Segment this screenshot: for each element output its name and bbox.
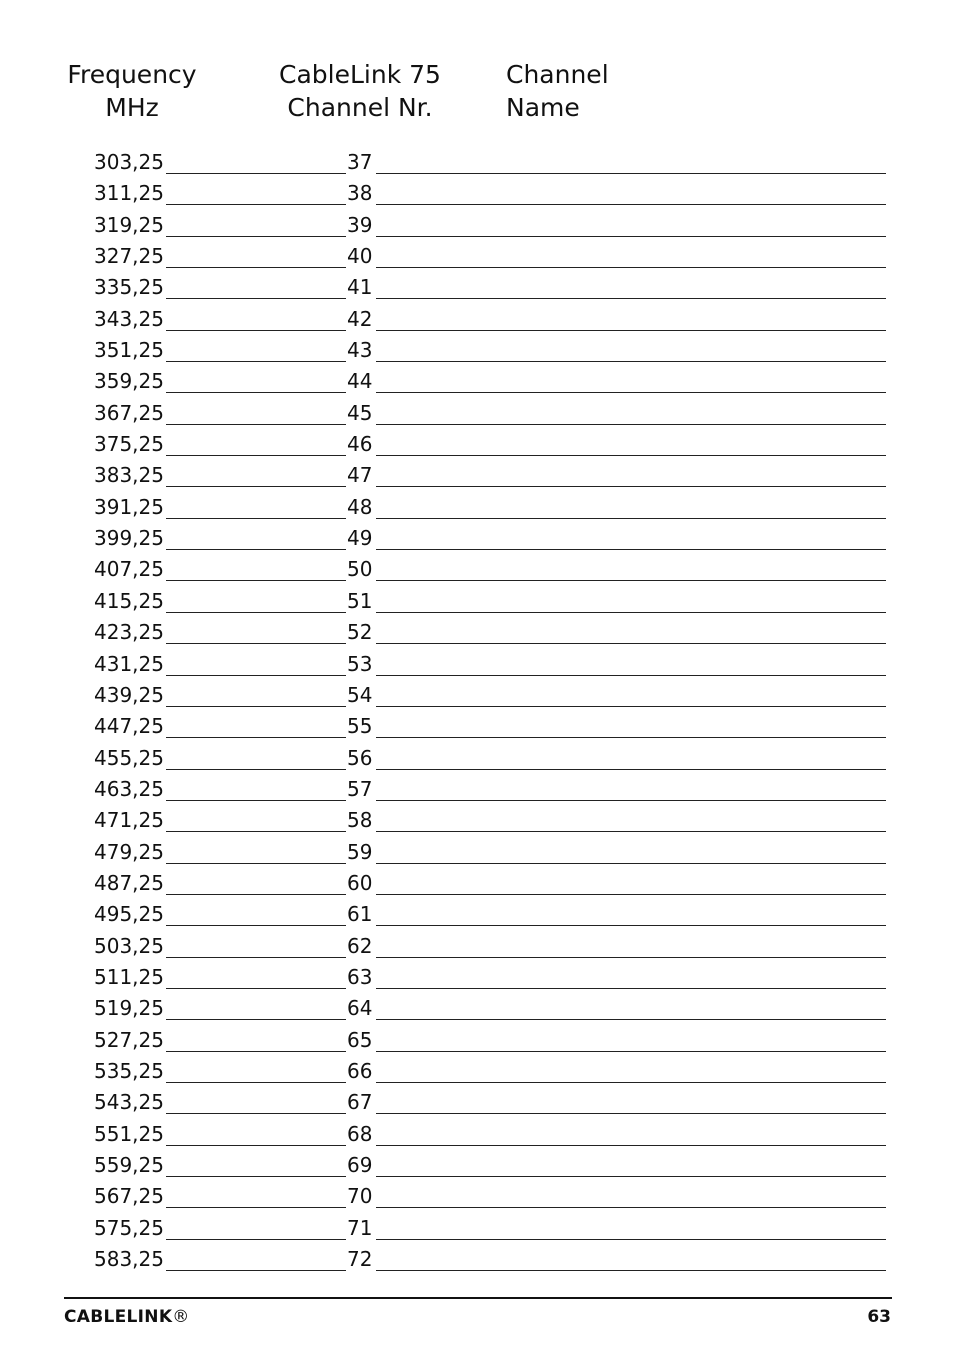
table-row: [0, 898, 954, 929]
leader-line: [166, 392, 346, 393]
leader-line: [166, 236, 346, 237]
channel-number: 57: [347, 776, 373, 801]
frequency-column-header: [64, 58, 200, 124]
channel-name-blank-line: [376, 831, 886, 832]
frequency-header-line1: Frequency: [67, 60, 197, 89]
table-row: [0, 710, 954, 741]
cablelink-header-line1: CableLink 75: [279, 60, 441, 89]
channel-number: 59: [347, 839, 373, 864]
channel-name-blank-line: [376, 1176, 886, 1177]
table-row: [0, 397, 954, 428]
leader-line: [166, 1082, 346, 1083]
table-row: [0, 961, 954, 992]
leader-line: [166, 1207, 346, 1208]
leader-line: [166, 957, 346, 958]
channel-name-blank-line: [376, 957, 886, 958]
table-row: [0, 365, 954, 396]
table-row: [0, 1118, 954, 1149]
channel-number: 52: [347, 620, 373, 645]
channel-name-column-header: [506, 58, 609, 124]
frequency-value: 335,25: [94, 275, 164, 300]
channel-number: 61: [347, 902, 373, 927]
frequency-value: 367,25: [94, 400, 164, 425]
registered-mark: ®: [172, 1307, 190, 1327]
table-row: [0, 1243, 954, 1274]
frequency-value: 527,25: [94, 1027, 164, 1052]
channel-name-blank-line: [376, 863, 886, 864]
frequency-value: 559,25: [94, 1153, 164, 1177]
channel-name-blank-line: [376, 643, 886, 644]
leader-line: [166, 1019, 346, 1020]
channel-name-blank-line: [376, 737, 886, 738]
channel-name-blank-line: [376, 1082, 886, 1083]
channel-name-blank-line: [376, 361, 886, 362]
frequency-value: 431,25: [94, 651, 164, 676]
channel-name-blank-line: [376, 1207, 886, 1208]
leader-line: [166, 298, 346, 299]
frequency-value: 351,25: [94, 338, 164, 363]
channel-name-blank-line: [376, 894, 886, 895]
channel-name-blank-line: [376, 1051, 886, 1052]
leader-line: [166, 1176, 346, 1177]
channel-name-blank-line: [376, 1019, 886, 1020]
leader-line: [166, 455, 346, 456]
channel-name-blank-line: [376, 580, 886, 581]
channel-number: 60: [347, 870, 373, 895]
table-row: [0, 742, 954, 773]
table-row: [0, 491, 954, 522]
leader-line: [166, 486, 346, 487]
frequency-value: 551,25: [94, 1121, 164, 1146]
leader-line: [166, 330, 346, 331]
table-row: [0, 616, 954, 647]
channel-number: 37: [347, 150, 373, 174]
channel-name-blank-line: [376, 1145, 886, 1146]
channel-table: [0, 146, 954, 1274]
table-row: [0, 648, 954, 679]
frequency-value: 463,25: [94, 776, 164, 801]
channel-name-header-line2: Name: [506, 93, 580, 122]
channel-name-blank-line: [376, 236, 886, 237]
frequency-value: 471,25: [94, 808, 164, 833]
frequency-value: 399,25: [94, 526, 164, 551]
table-row: [0, 679, 954, 710]
page-number: 63: [867, 1307, 891, 1327]
frequency-value: 455,25: [94, 745, 164, 770]
table-row: [0, 1149, 954, 1180]
channel-name-blank-line: [376, 392, 886, 393]
frequency-value: 439,25: [94, 682, 164, 707]
leader-line: [166, 1270, 346, 1271]
channel-name-blank-line: [376, 1239, 886, 1240]
leader-line: [166, 863, 346, 864]
channel-number: 70: [347, 1184, 373, 1209]
leader-line: [166, 612, 346, 613]
channel-name-blank-line: [376, 612, 886, 613]
channel-number: 38: [347, 181, 373, 206]
channel-number: 54: [347, 682, 373, 707]
leader-line: [166, 988, 346, 989]
channel-number: 65: [347, 1027, 373, 1052]
table-row: [0, 209, 954, 240]
frequency-header-line2: MHz: [105, 93, 159, 122]
channel-name-blank-line: [376, 298, 886, 299]
channel-number: 62: [347, 933, 373, 958]
table-row: [0, 1212, 954, 1243]
leader-line: [166, 706, 346, 707]
channel-number: 71: [347, 1215, 373, 1240]
cablelink-header-line2: Channel Nr.: [287, 93, 433, 122]
frequency-value: 327,25: [94, 244, 164, 269]
frequency-value: 487,25: [94, 870, 164, 895]
channel-name-blank-line: [376, 800, 886, 801]
table-row: [0, 992, 954, 1023]
leader-line: [166, 737, 346, 738]
leader-line: [166, 894, 346, 895]
table-row: [0, 867, 954, 898]
channel-name-blank-line: [376, 518, 886, 519]
frequency-value: 447,25: [94, 714, 164, 739]
channel-number: 47: [347, 463, 373, 488]
frequency-value: 391,25: [94, 494, 164, 519]
table-row: [0, 836, 954, 867]
cablelink-channel-column-header: [272, 58, 448, 124]
leader-line: [166, 267, 346, 268]
channel-name-blank-line: [376, 455, 886, 456]
leader-line: [166, 549, 346, 550]
footer-brand: [64, 1307, 190, 1327]
table-row: [0, 334, 954, 365]
leader-line: [166, 518, 346, 519]
table-row: [0, 1180, 954, 1211]
table-row: [0, 1086, 954, 1117]
channel-name-blank-line: [376, 486, 886, 487]
channel-name-blank-line: [376, 988, 886, 989]
channel-number: 44: [347, 369, 373, 394]
channel-name-blank-line: [376, 1113, 886, 1114]
frequency-value: 359,25: [94, 369, 164, 394]
channel-name-blank-line: [376, 204, 886, 205]
channel-number: 58: [347, 808, 373, 833]
table-row: [0, 804, 954, 835]
channel-name-blank-line: [376, 267, 886, 268]
channel-number: 66: [347, 1058, 373, 1083]
leader-line: [166, 800, 346, 801]
frequency-value: 303,25: [94, 150, 164, 174]
channel-number: 68: [347, 1121, 373, 1146]
channel-number: 49: [347, 526, 373, 551]
table-row: [0, 177, 954, 208]
channel-number: 50: [347, 557, 373, 582]
channel-number: 42: [347, 306, 373, 331]
frequency-value: 511,25: [94, 964, 164, 989]
table-row: [0, 428, 954, 459]
frequency-value: 503,25: [94, 933, 164, 958]
table-row: [0, 585, 954, 616]
table-row: [0, 271, 954, 302]
frequency-value: 311,25: [94, 181, 164, 206]
brand-name: CABLELINK: [64, 1307, 173, 1327]
channel-name-blank-line: [376, 925, 886, 926]
channel-name-blank-line: [376, 330, 886, 331]
table-row: [0, 1055, 954, 1086]
leader-line: [166, 173, 346, 174]
leader-line: [166, 204, 346, 205]
leader-line: [166, 580, 346, 581]
table-row: [0, 240, 954, 271]
leader-line: [166, 1145, 346, 1146]
frequency-value: 583,25: [94, 1247, 164, 1272]
frequency-value: 567,25: [94, 1184, 164, 1209]
table-header: [0, 58, 954, 128]
table-row: [0, 522, 954, 553]
leader-line: [166, 1051, 346, 1052]
table-row: [0, 146, 954, 177]
channel-number: 46: [347, 432, 373, 457]
frequency-value: 535,25: [94, 1058, 164, 1083]
channel-name-blank-line: [376, 173, 886, 174]
leader-line: [166, 643, 346, 644]
channel-number: 43: [347, 338, 373, 363]
channel-number: 48: [347, 494, 373, 519]
leader-line: [166, 831, 346, 832]
channel-name-blank-line: [376, 706, 886, 707]
leader-line: [166, 925, 346, 926]
channel-number: 51: [347, 588, 373, 613]
frequency-value: 575,25: [94, 1215, 164, 1240]
leader-line: [166, 769, 346, 770]
channel-number: 63: [347, 964, 373, 989]
frequency-value: 479,25: [94, 839, 164, 864]
table-row: [0, 773, 954, 804]
table-row: [0, 930, 954, 961]
frequency-value: 495,25: [94, 902, 164, 927]
channel-number: 69: [347, 1153, 373, 1177]
table-row: [0, 459, 954, 490]
frequency-value: 423,25: [94, 620, 164, 645]
channel-name-blank-line: [376, 1270, 886, 1271]
channel-number: 55: [347, 714, 373, 739]
channel-number: 45: [347, 400, 373, 425]
table-row: [0, 553, 954, 584]
leader-line: [166, 424, 346, 425]
channel-number: 72: [347, 1247, 373, 1272]
channel-number: 39: [347, 212, 373, 237]
footer-divider: [64, 1297, 892, 1299]
channel-number: 41: [347, 275, 373, 300]
channel-number: 67: [347, 1090, 373, 1115]
leader-line: [166, 675, 346, 676]
channel-name-blank-line: [376, 424, 886, 425]
frequency-value: 319,25: [94, 212, 164, 237]
leader-line: [166, 1113, 346, 1114]
frequency-value: 343,25: [94, 306, 164, 331]
leader-line: [166, 1239, 346, 1240]
frequency-value: 383,25: [94, 463, 164, 488]
table-row: [0, 1024, 954, 1055]
channel-name-header-line1: Channel: [506, 60, 609, 89]
channel-number: 56: [347, 745, 373, 770]
frequency-value: 375,25: [94, 432, 164, 457]
channel-name-blank-line: [376, 769, 886, 770]
frequency-value: 543,25: [94, 1090, 164, 1115]
channel-number: 53: [347, 651, 373, 676]
frequency-value: 519,25: [94, 996, 164, 1021]
channel-number: 40: [347, 244, 373, 269]
channel-name-blank-line: [376, 675, 886, 676]
frequency-value: 407,25: [94, 557, 164, 582]
table-row: [0, 303, 954, 334]
channel-name-blank-line: [376, 549, 886, 550]
channel-number: 64: [347, 996, 373, 1021]
frequency-value: 415,25: [94, 588, 164, 613]
leader-line: [166, 361, 346, 362]
